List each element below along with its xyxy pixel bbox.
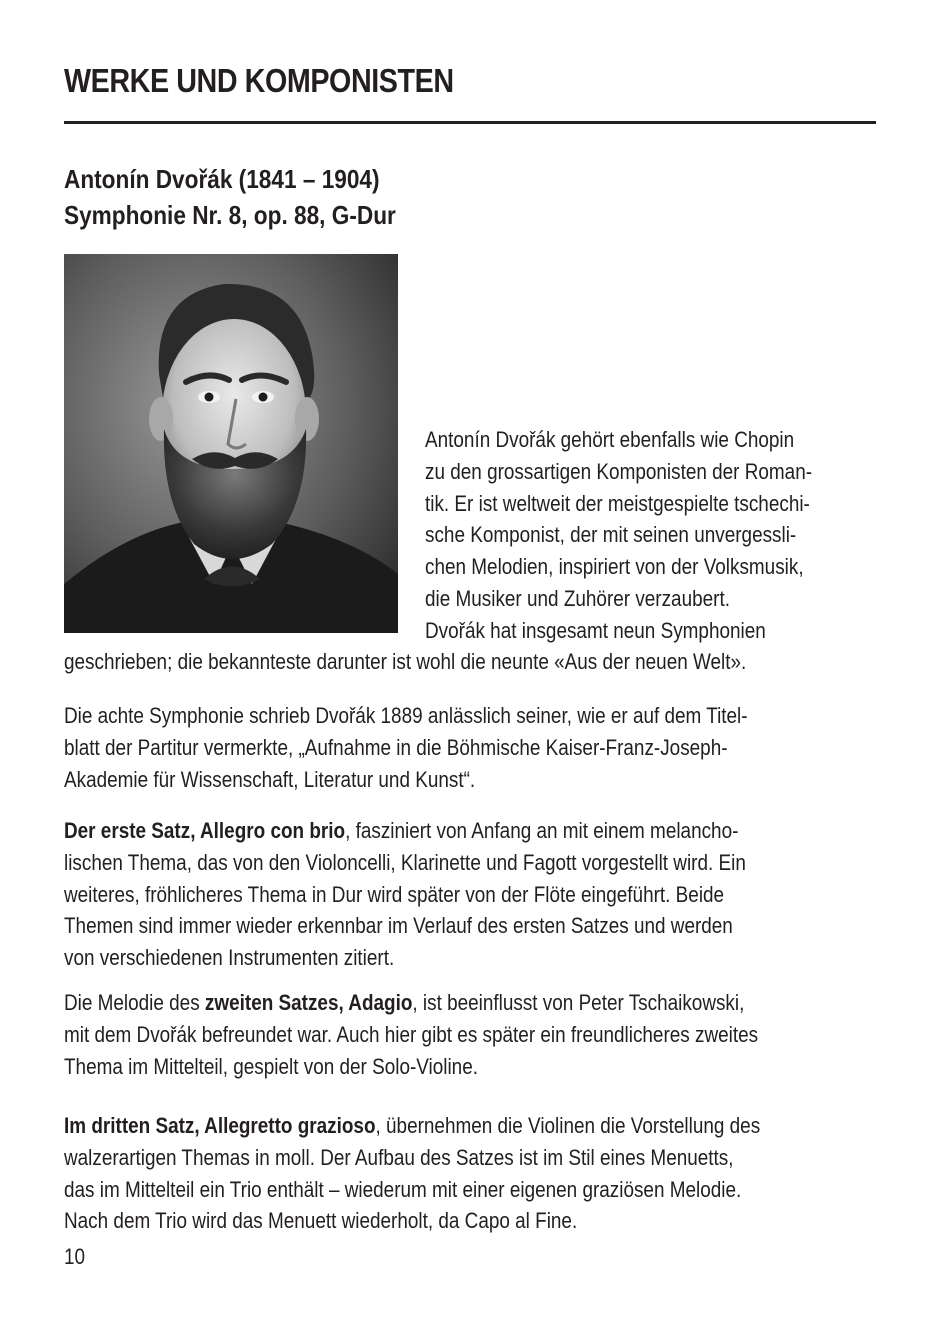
- text-line: [64, 987, 758, 1019]
- text-line: lischen Thema, das von den Violoncelli, Klarinette und Fagott vorgestellt wird. Ein: [64, 849, 746, 875]
- text-line: walzerartigen Themas in moll. Der Aufbau des Satzes ist im Stil eines Menuetts,: [64, 1144, 734, 1170]
- work-heading: Symphonie Nr. 8, op. 88, G-Dur: [64, 200, 396, 230]
- text-line: Nach dem Trio wird das Menuett wiederholt, da Capo al Fine.: [64, 1208, 578, 1234]
- text-line: Die achte Symphonie schrieb Dvořák 1889 anlässlich seiner, wie er auf dem Titel-: [64, 703, 748, 728]
- text-line: weiteres, fröhlicheres Thema in Dur wird später von der Flöte eingeführt. Beide: [64, 881, 725, 907]
- text-line: das im Mittelteil ein Trio enthält – wiederum mit einer eigenen graziösen Melodie.: [64, 1176, 742, 1202]
- text-line: sche Komponist, der mit seinen unvergessli-: [425, 522, 797, 548]
- text-line: Themen sind immer wieder erkennbar im Verlauf des ersten Satzes und werden: [64, 913, 733, 939]
- text-line: zu den grossartigen Komponisten der Roman-: [425, 458, 813, 484]
- paragraph-first-movement: [64, 815, 746, 974]
- section-title: WERKE UND KOMPONISTEN: [64, 62, 454, 99]
- paragraph-third-movement: [64, 1110, 760, 1237]
- movement-title: Der erste Satz, Allegro con brio: [64, 818, 346, 843]
- composer-heading: Antonín Dvořák (1841 – 1904): [64, 164, 380, 194]
- text-line: mit dem Dvořák befreundet war. Auch hier gibt es später ein freundlicheres zweites: [64, 1021, 759, 1047]
- text-line: Thema im Mittelteil, gespielt von der Solo-Violine.: [64, 1053, 478, 1079]
- text-span: , fasziniert von Anfang an mit einem melancho-: [345, 818, 739, 843]
- text-line: [64, 1110, 760, 1142]
- movement-title: Im dritten Satz, Allegretto grazioso: [64, 1113, 376, 1138]
- intro-paragraph: [425, 424, 812, 647]
- movement-title: zweiten Satzes, Adagio: [204, 990, 413, 1015]
- title-divider: [64, 121, 876, 124]
- text-line: [64, 815, 746, 847]
- intro-paragraph-tail: [64, 646, 746, 678]
- text-line: geschrieben; die bekannteste darunter ist wohl die neunte «Aus der neuen Welt».: [64, 649, 747, 674]
- text-line: chen Melodien, inspiriert von der Volksmusik,: [425, 554, 804, 580]
- paragraph-commission: [64, 700, 748, 795]
- text-line: Antonín Dvořák gehört ebenfalls wie Chopin: [425, 427, 795, 452]
- document-page: [64, 0, 876, 1333]
- text-span: Die Melodie des: [64, 990, 205, 1015]
- composer-portrait-image: [64, 254, 398, 633]
- text-line: tik. Er ist weltweit der meistgespielte tschechi-: [425, 490, 810, 516]
- text-span: , ist beeinflusst von Peter Tschaikowski,: [412, 990, 745, 1015]
- paragraph-second-movement: [64, 987, 758, 1082]
- text-line: die Musiker und Zuhörer verzaubert.: [425, 585, 730, 611]
- page-number: 10: [64, 1244, 86, 1269]
- text-line: Dvořák hat insgesamt neun Symphonien: [425, 617, 766, 643]
- text-line: von verschiedenen Instrumenten zitiert.: [64, 945, 395, 971]
- text-line: blatt der Partitur vermerkte, „Aufnahme in die Böhmische Kaiser-Franz-Joseph-: [64, 734, 728, 760]
- text-span: , übernehmen die Violinen die Vorstellung des: [375, 1113, 761, 1138]
- text-line: Akademie für Wissenschaft, Literatur und Kunst“.: [64, 766, 476, 792]
